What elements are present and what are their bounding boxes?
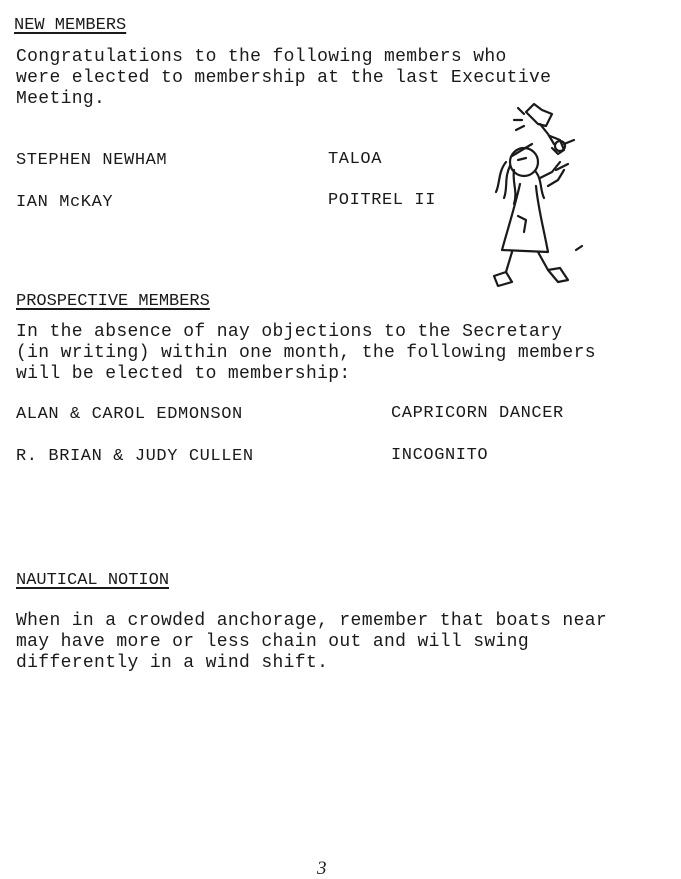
prospective-member-boat: INCOGNITO — [391, 446, 489, 465]
trumpeter-cartoon-icon — [478, 100, 588, 295]
nautical-notion-heading: NAUTICAL NOTION — [16, 571, 170, 590]
nautical-notion-line-1: When in a crowded anchorage, remember that boats near — [16, 611, 608, 631]
nautical-notion-line-3: differently in a wind shift. — [16, 653, 329, 673]
prospective-member-boat: CAPRICORN DANCER — [391, 404, 564, 423]
new-member-name: IAN McKAY — [16, 193, 114, 212]
prospective-members-intro-line-2: (in writing) within one month, the following members — [16, 343, 596, 363]
prospective-members-intro-line-3: will be elected to membership: — [16, 364, 351, 384]
prospective-member-name: R. BRIAN & JUDY CULLEN — [16, 447, 254, 466]
prospective-member-name: ALAN & CAROL EDMONSON — [16, 405, 243, 424]
prospective-members-intro-line-1: In the absence of nay objections to the Secretary — [16, 322, 563, 342]
new-members-intro-line-2: were elected to membership at the last Executive — [16, 68, 552, 88]
new-members-intro-line-3: Meeting. — [16, 89, 106, 109]
new-members-heading: NEW MEMBERS — [14, 16, 127, 35]
nautical-notion-line-2: may have more or less chain out and will swing — [16, 632, 529, 652]
prospective-members-heading: PROSPECTIVE MEMBERS — [16, 292, 210, 311]
new-members-intro-line-1: Congratulations to the following members who — [16, 47, 507, 67]
new-member-boat: POITREL II — [328, 191, 437, 210]
new-member-boat: TALOA — [328, 150, 383, 169]
page-number: 3 — [317, 858, 327, 879]
new-member-name: STEPHEN NEWHAM — [16, 151, 168, 170]
